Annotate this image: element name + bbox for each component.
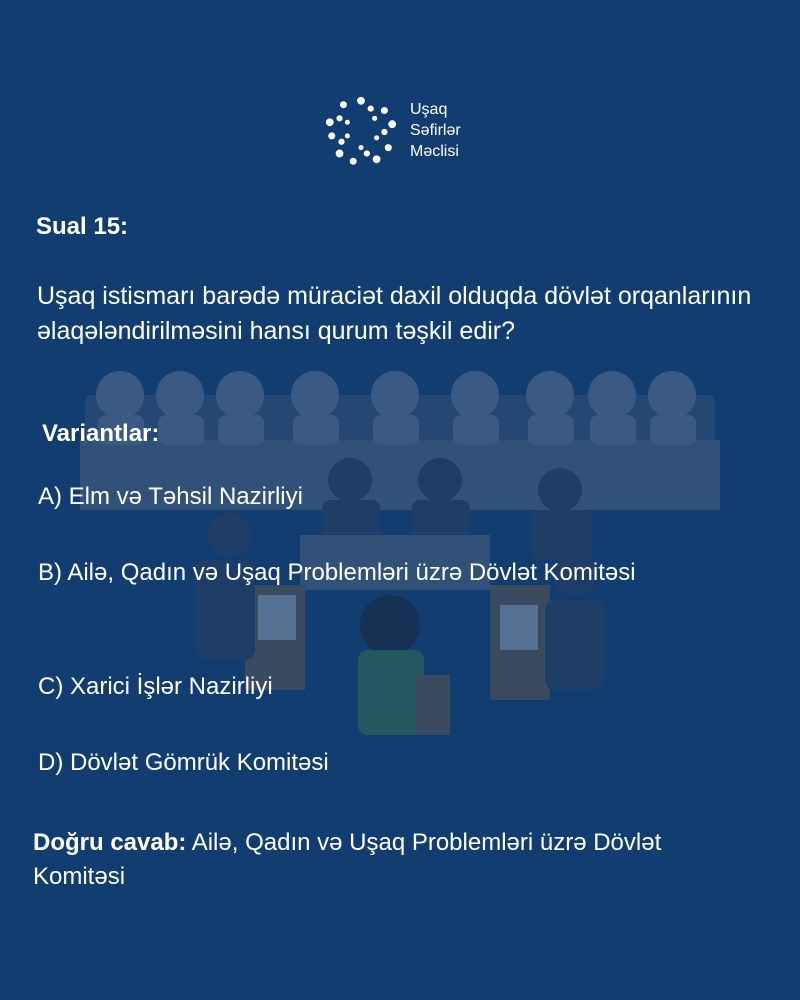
- pinwheel-dots-icon: [322, 93, 400, 171]
- brand-name-line-3: Məclisi: [410, 143, 459, 160]
- defendant: [358, 595, 424, 735]
- correct-answer-label: Doğru cavab:: [33, 829, 187, 856]
- brand-name: [410, 99, 461, 162]
- question-number: Sual 15:: [36, 213, 129, 240]
- variants-heading: Variantlar:: [42, 420, 160, 447]
- option-a: A) Elm və Təhsil Nazirliyi: [38, 483, 303, 510]
- brand-name-line-2: Səfirlər: [410, 122, 461, 139]
- option-d: D) Dövlət Gömrük Komitəsi: [38, 749, 329, 776]
- jurors: [96, 371, 696, 445]
- brand-logo: [322, 93, 482, 173]
- correct-answer-text: Ailə, Qadın və Uşaq Problemləri üzrə Dövlət Komitəsi: [33, 829, 662, 890]
- brand-name-line-1: Uşaq: [410, 101, 448, 118]
- option-c: C) Xarici İşlər Nazirliyi: [38, 673, 273, 700]
- question-text: Uşaq istismarı barədə müraciət daxil olduqda dövlət orqanlarının əlaqələndirilməsini hansı qurum təşkil edir?: [37, 282, 752, 345]
- correct-answer: [33, 826, 753, 894]
- option-b: B) Ailə, Qadın və Uşaq Problemləri üzrə Dövlət Komitəsi: [38, 559, 636, 586]
